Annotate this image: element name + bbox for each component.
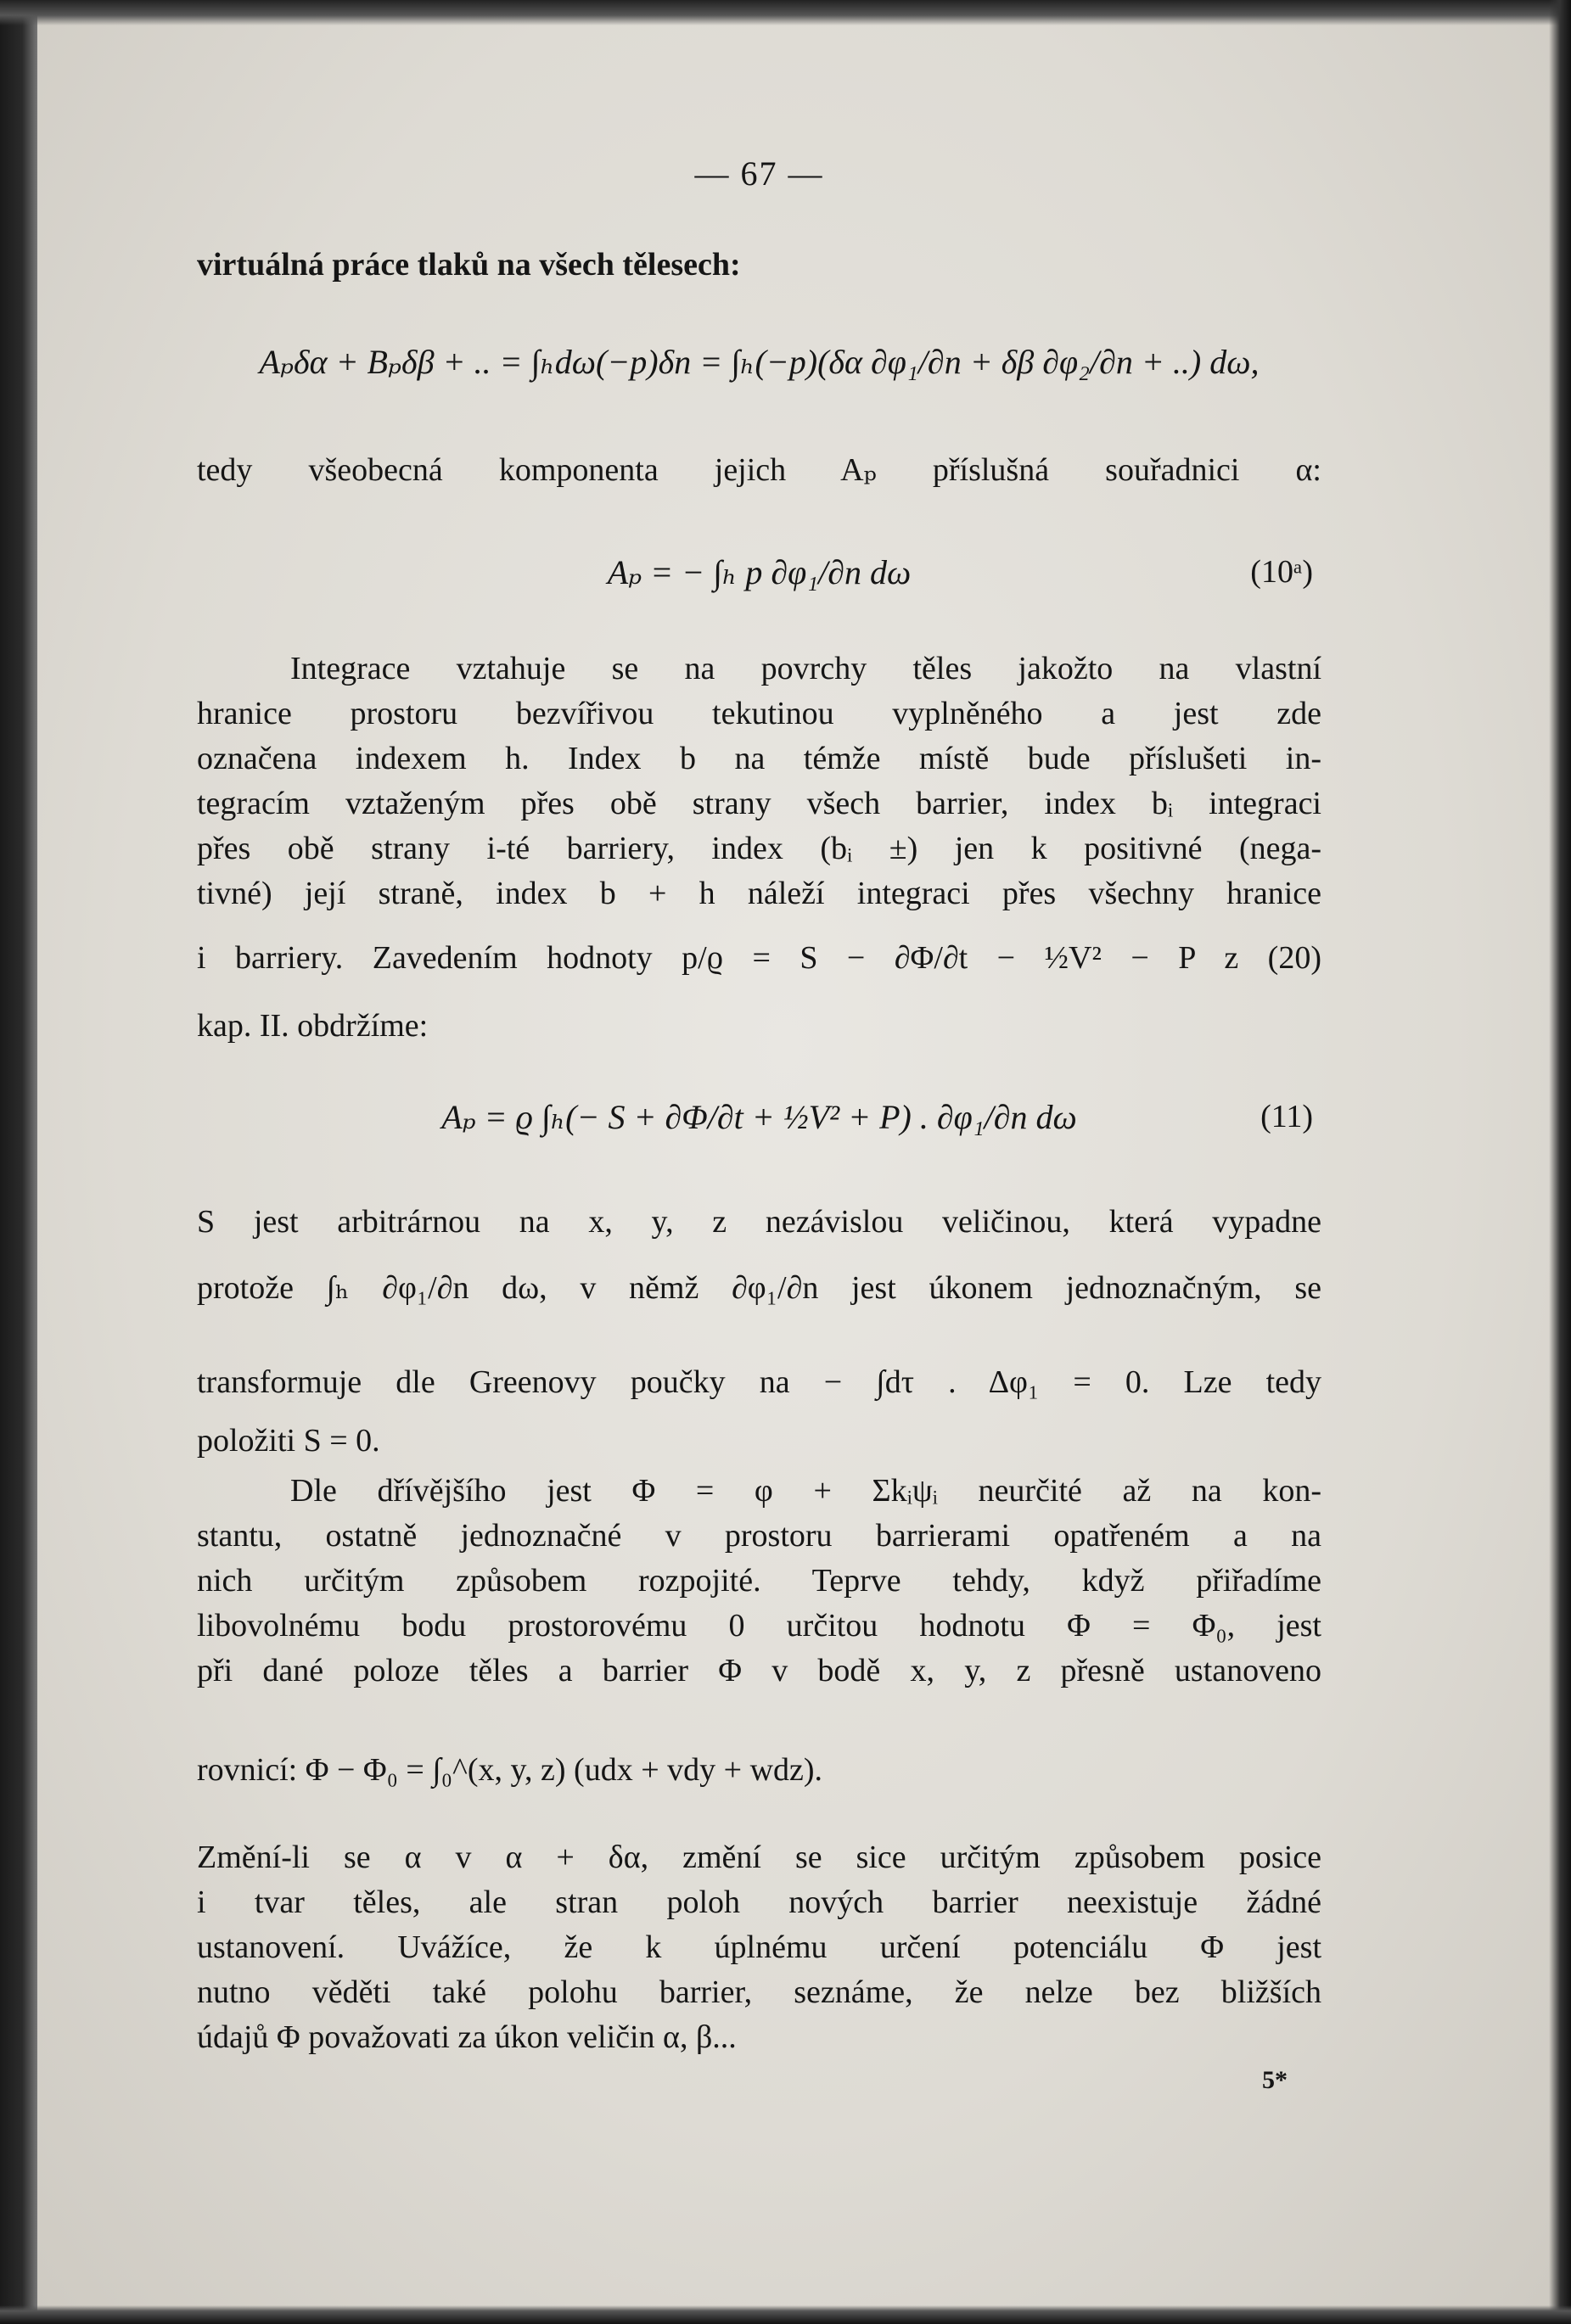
text-line: protože ∫ₕ ∂φ₁/∂n dω, v němž ∂φ₁/∂n jest úkonem jednoznačným, se <box>197 1270 1321 1306</box>
text-line: kap. II. obdržíme: <box>197 1008 429 1044</box>
scan-border-left <box>0 0 37 2324</box>
text-line: položiti S = 0. <box>197 1423 380 1459</box>
text-line: tivné) její straně, index b + h náleží integraci přes všechny hranice <box>197 876 1321 911</box>
text-line: při dané poloze těles a barrier Φ v bodě x, y, z přesně ustanoveno <box>197 1653 1321 1688</box>
equation: rovnicí: Φ − Φ₀ = ∫₀^(x, y, z) (udx + vdy + wdz). <box>197 1752 823 1788</box>
text-line: údajů Φ považovati za úkon veličin α, β... <box>197 2019 737 2055</box>
text-line: označena indexem h. Index b na témže místě bude příslušeti in- <box>197 741 1321 776</box>
scan-border-top <box>0 0 1571 25</box>
text-line: stantu, ostatně jednoznačné v prostoru barrierami opatřeném a na <box>197 1518 1321 1554</box>
equation-body: Aₚ = ϱ ∫ₕ(− S + ∂Φ/∂t + ½V² + P) . ∂φ₁/∂n dω <box>441 1098 1077 1136</box>
text-line: nich určitým způsobem rozpojité. Teprve tehdy, když přiřadíme <box>197 1563 1321 1599</box>
text-line: virtuálná práce tlaků na všech tělesech: <box>197 247 741 283</box>
text-line: transformuje dle Greenovy poučky na − ∫dτ . Δφ₁ = 0. Lze tedy <box>197 1364 1321 1400</box>
text-line: ustanovení. Uvážíce, že k úplnému určení potenciálu Φ jest <box>197 1929 1321 1965</box>
text-line: libovolnému bodu prostorovému 0 určitou hodnotu Φ = Φ₀, jest <box>197 1608 1321 1644</box>
page-number: — 67 — <box>694 154 824 193</box>
text-line: S jest arbitrárnou na x, y, z nezávislou veličinou, která vypadne <box>197 1204 1321 1240</box>
equation-number: (10ᵃ) <box>1250 554 1313 590</box>
equation: Aₚδα + Bₚδβ + .. = ∫ₕdω(−p)δn = ∫ₕ(−p)(δα ∂φ₁/∂n + δβ ∂φ₂/∂n + ..) dω, <box>259 343 1260 381</box>
text-line: hranice prostoru bezvířivou tekutinou vyplněného a jest zde <box>197 696 1321 731</box>
text-line: i barriery. Zavedením hodnoty p/ϱ = S − ∂Φ/∂t − ½V² − P z (20) <box>197 940 1321 976</box>
equation-number: (11) <box>1260 1099 1313 1134</box>
equation <box>197 550 1321 595</box>
signature-mark: 5* <box>1262 2066 1288 2094</box>
equation-body: Aₚ = − ∫ₕ p ∂φ₁/∂n dω <box>607 553 912 591</box>
text-line: Integrace vztahuje se na povrchy těles jakožto na vlastní <box>290 651 1321 686</box>
scan-border-bottom <box>0 2305 1571 2324</box>
text-line: Změní-li se α v α + δα, změní se sice určitým způsobem posice <box>197 1840 1321 1875</box>
text-line: nutno věděti také polohu barrier, seznáme, že nelze bez bližších <box>197 1974 1321 2010</box>
equation <box>197 1095 1321 1140</box>
text-line: i tvar těles, ale stran poloh nových barrier neexistuje žádné <box>197 1884 1321 1920</box>
text-line: přes obě strany i-té barriery, index (bᵢ ±) jen k positivné (nega- <box>197 831 1321 866</box>
text-line: tedy všeobecná komponenta jejich Aₚ příslušná souřadnici α: <box>197 452 1321 488</box>
text-line: tegracím vztaženým přes obě strany všech barrier, index bᵢ integraci <box>197 786 1321 821</box>
scan-border-right <box>1549 0 1571 2324</box>
text-line: Dle dřívějšího jest Φ = φ + Σkᵢψᵢ neurčité až na kon- <box>290 1473 1321 1509</box>
